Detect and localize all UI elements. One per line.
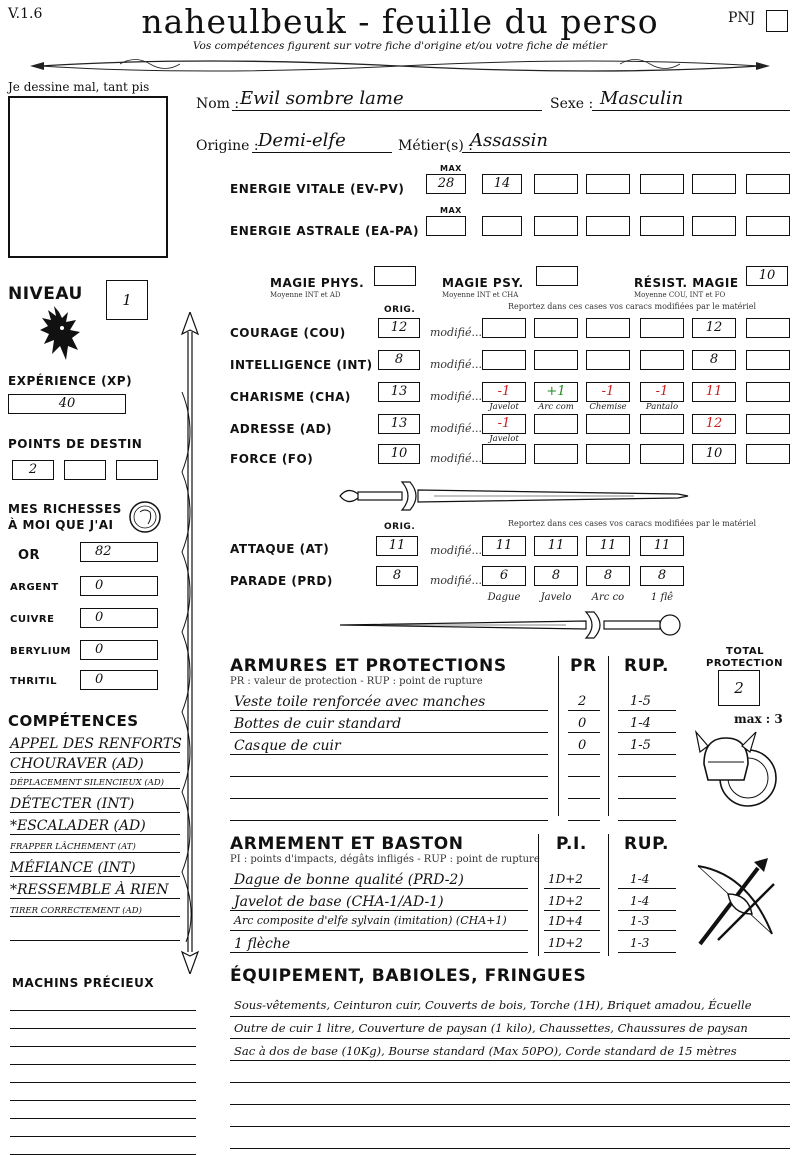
arme-line-3[interactable] xyxy=(230,952,528,953)
richesses-label-1: MES RICHESSES xyxy=(8,502,122,516)
niveau-box[interactable]: 1 xyxy=(106,280,148,320)
armement-rup-label: RUP. xyxy=(624,834,670,854)
spear-illustration xyxy=(176,312,204,974)
stat-mod-0-0[interactable] xyxy=(482,318,526,338)
competence-7: *RESSEMBLE À RIEN xyxy=(10,882,180,899)
stat-mod-4-3[interactable] xyxy=(640,444,684,464)
equip-line-2[interactable] xyxy=(230,1060,790,1061)
armure-pr-1[interactable]: 0 xyxy=(578,716,587,731)
machins-line-0[interactable] xyxy=(10,1010,196,1011)
destin-box-3[interactable] xyxy=(116,460,158,480)
arme-name-0[interactable]: Dague de bonne qualité (PRD-2) xyxy=(234,872,464,888)
competence-5: FRAPPER LÂCHEMENT (AT) xyxy=(10,842,180,853)
competence-1: CHOURAVER (AD) xyxy=(10,756,180,773)
stat-orig-0[interactable]: 12 xyxy=(378,318,420,338)
armure-name-0[interactable]: Veste toile renforcée avec manches xyxy=(234,694,486,710)
richesse-name-1: ARGENT xyxy=(10,582,59,593)
ev-box-4[interactable] xyxy=(586,174,630,194)
stat-mod-3-0[interactable]: -1 xyxy=(482,414,526,434)
stat-mod-1-2[interactable] xyxy=(586,350,630,370)
armure-line-5[interactable] xyxy=(230,820,548,821)
armement-label: ARMEMENT ET BASTON xyxy=(230,834,464,854)
stat-modifie-1: modifié... xyxy=(430,358,482,371)
competence-2: DÉPLACEMENT SILENCIEUX (AD) xyxy=(10,778,180,789)
arme-rup-2[interactable]: 1-3 xyxy=(630,914,650,928)
nom-label: Nom : xyxy=(196,96,240,112)
armure-rup-1[interactable]: 1-4 xyxy=(630,716,651,731)
stat-mod-0-4[interactable]: 12 xyxy=(692,318,736,338)
armor-icon xyxy=(694,724,780,816)
arme-name-3[interactable]: 1 flèche xyxy=(234,936,291,952)
armure-name-1[interactable]: Bottes de cuir standard xyxy=(234,716,402,732)
sword-illustration-2 xyxy=(336,608,686,642)
armure-pr-line-0[interactable] xyxy=(568,710,600,711)
richesse-name-3: BERYLIUM xyxy=(10,646,72,657)
prd-mod-1[interactable]: 8 xyxy=(534,566,578,586)
richesse-name-4: THRITIL xyxy=(10,676,58,687)
stat-mod-4-4[interactable]: 10 xyxy=(692,444,736,464)
armure-line-3[interactable] xyxy=(230,776,548,777)
total-protection-label-2: PROTECTION xyxy=(706,658,783,669)
total-protection-label-1: TOTAL xyxy=(726,646,764,657)
total-protection-box[interactable]: 2 xyxy=(718,670,760,706)
richesse-box-0[interactable]: 82 xyxy=(80,542,158,562)
stat-mod-4-5[interactable] xyxy=(746,444,790,464)
stat-mod-2-4[interactable]: 11 xyxy=(692,382,736,402)
prd-label: PARADE (PRD) xyxy=(230,574,333,588)
armures-rup-label: RUP. xyxy=(624,656,670,676)
arme-pi-1[interactable]: 1D+2 xyxy=(548,894,583,908)
stats-orig-label: ORIG. xyxy=(384,305,416,315)
stat-mod-2-2[interactable]: -1 xyxy=(586,382,630,402)
stat-orig-1[interactable]: 8 xyxy=(378,350,420,370)
stat-mod-3-3[interactable] xyxy=(640,414,684,434)
arme-rup-line-0[interactable] xyxy=(618,888,676,889)
resist-note: Moyenne COU, INT et FO xyxy=(634,291,726,299)
equip-line-6[interactable] xyxy=(230,1148,790,1149)
stat-mod-0-2[interactable] xyxy=(586,318,630,338)
competence-6: MÉFIANCE (INT) xyxy=(10,860,180,877)
ev-max-label: MAX xyxy=(440,164,462,173)
arme-name-1[interactable]: Javelot de base (CHA-1/AD-1) xyxy=(234,894,444,910)
equipement-label: ÉQUIPEMENT, BABIOLES, FRINGUES xyxy=(230,966,587,986)
resist-label: RÉSIST. MAGIE xyxy=(634,276,739,290)
ea-box-1[interactable] xyxy=(426,216,466,236)
stat-note-3-0: Javelot xyxy=(489,434,519,444)
at-mod-0[interactable]: 11 xyxy=(482,536,526,556)
dragon-icon xyxy=(34,304,84,364)
prd-orig-box[interactable]: 8 xyxy=(376,566,418,586)
ea-max-label: MAX xyxy=(440,206,462,215)
armure-rup-line-4[interactable] xyxy=(618,798,676,799)
armure-line-4[interactable] xyxy=(230,798,548,799)
stat-mod-4-2[interactable] xyxy=(586,444,630,464)
xp-label: EXPÉRIENCE (XP) xyxy=(8,374,133,388)
machins-line-6[interactable] xyxy=(10,1118,196,1119)
magie-phys-label: MAGIE PHYS. xyxy=(270,276,365,290)
machins-line-7[interactable] xyxy=(10,1136,196,1137)
stat-mod-1-5[interactable] xyxy=(746,350,790,370)
nom-value[interactable]: Ewil sombre lame xyxy=(240,88,404,109)
page-title: naheulbeuk - feuille du perso xyxy=(141,2,659,41)
stat-note-2-3: Pantalo xyxy=(645,402,679,412)
sexe-label: Sexe : xyxy=(550,96,594,112)
richesse-box-3[interactable]: 0 xyxy=(80,640,158,660)
arme-line-1[interactable] xyxy=(230,910,528,911)
competence-0: APPEL DES RENFORTS xyxy=(10,736,182,752)
equip-text-0[interactable]: Sous-vêtements, Ceinturon cuir, Couverts de bois, Torche (1H), Briquet amadou, Écuelle xyxy=(234,998,752,1012)
magie-psy-note: Moyenne INT et CHA xyxy=(442,291,519,299)
metier-value[interactable]: Assassin xyxy=(470,130,549,151)
machins-line-2[interactable] xyxy=(10,1046,196,1047)
arme-rup-line-2[interactable] xyxy=(618,930,676,931)
stat-label-3: ADRESSE (AD) xyxy=(230,422,333,436)
ea-box-4[interactable] xyxy=(586,216,630,236)
metier-label: Métier(s) : xyxy=(398,138,473,154)
prd-mod-0[interactable]: 6 xyxy=(482,566,526,586)
at-mod-3[interactable]: 11 xyxy=(640,536,684,556)
armure-rup-2[interactable]: 1-5 xyxy=(630,738,651,753)
competence-4: *ESCALADER (AD) xyxy=(10,818,180,835)
armure-pr-2[interactable]: 0 xyxy=(578,738,587,753)
armures-label: ARMURES ET PROTECTIONS xyxy=(230,656,507,676)
competences-label: COMPÉTENCES xyxy=(8,712,139,730)
stat-orig-3[interactable]: 13 xyxy=(378,414,420,434)
armure-rup-line-5[interactable] xyxy=(618,820,676,821)
page-subtitle: Vos compétences figurent sur votre fiche d'origine et/ou votre fiche de métier xyxy=(192,40,608,52)
stat-modifie-0: modifié... xyxy=(430,326,482,339)
machins-label: MACHINS PRÉCIEUX xyxy=(12,976,155,990)
armure-rup-line-2[interactable] xyxy=(618,754,676,755)
weapon-note-1: Javelo xyxy=(540,592,572,603)
magie-phys-note: Moyenne INT et AD xyxy=(270,291,341,299)
stat-mod-3-2[interactable] xyxy=(586,414,630,434)
equip-line-1[interactable] xyxy=(230,1038,790,1039)
richesse-box-1[interactable]: 0 xyxy=(80,576,158,596)
stat-mod-3-4[interactable]: 12 xyxy=(692,414,736,434)
armure-pr-line-1[interactable] xyxy=(568,732,600,733)
stats-report-note: Reportez dans ces cases vos caracs modifiées par le matériel xyxy=(508,302,757,311)
equip-line-4[interactable] xyxy=(230,1104,790,1105)
richesse-name-2: CUIVRE xyxy=(10,614,55,625)
destin-label: POINTS DE DESTIN xyxy=(8,437,143,451)
arme-pi-3[interactable]: 1D+2 xyxy=(548,936,583,950)
sword-illustration xyxy=(334,476,694,516)
stat-mod-1-3[interactable] xyxy=(640,350,684,370)
machins-line-3[interactable] xyxy=(10,1064,196,1065)
stat-note-2-1: Arc com xyxy=(538,402,574,412)
max-protection: max : 3 xyxy=(734,712,783,726)
coin-icon xyxy=(128,500,162,534)
competence-3: DÉTECTER (INT) xyxy=(10,796,180,813)
magie-psy-label: MAGIE PSY. xyxy=(442,276,524,290)
stat-modifie-2: modifié... xyxy=(430,390,482,403)
stat-note-2-0: Javelot xyxy=(489,402,519,412)
arme-pi-2[interactable]: 1D+4 xyxy=(548,914,583,928)
stat-mod-1-1[interactable] xyxy=(534,350,578,370)
stat-orig-4[interactable]: 10 xyxy=(378,444,420,464)
arme-pi-line-3[interactable] xyxy=(544,952,600,953)
ev-box-2[interactable]: 14 xyxy=(482,174,522,194)
stat-mod-2-1[interactable]: +1 xyxy=(534,382,578,402)
armure-rup-0[interactable]: 1-5 xyxy=(630,694,651,709)
at-mod-1[interactable]: 11 xyxy=(534,536,578,556)
pnj-label: PNJ xyxy=(728,10,756,26)
arme-line-2[interactable] xyxy=(230,930,528,931)
stat-note-2-2: Chemise xyxy=(589,402,627,412)
equip-line-0[interactable] xyxy=(230,1016,790,1017)
equip-text-1[interactable]: Outre de cuir 1 litre, Couverture de paysan (1 kilo), Chaussettes, Chaussures de paysan xyxy=(234,1021,748,1035)
armure-line-2[interactable] xyxy=(230,754,548,755)
stat-orig-2[interactable]: 13 xyxy=(378,382,420,402)
ea-box-3[interactable] xyxy=(534,216,578,236)
weapons-icon xyxy=(688,854,784,954)
prd-mod-2[interactable]: 8 xyxy=(586,566,630,586)
arme-pi-line-2[interactable] xyxy=(544,930,600,931)
magie-psy-box[interactable] xyxy=(536,266,578,286)
ea-box-2[interactable] xyxy=(482,216,522,236)
stat-label-1: INTELLIGENCE (INT) xyxy=(230,358,373,372)
xp-box[interactable]: 40 xyxy=(8,394,126,414)
ev-box-6[interactable] xyxy=(692,174,736,194)
armure-pr-line-4[interactable] xyxy=(568,798,600,799)
armure-pr-line-2[interactable] xyxy=(568,754,600,755)
arme-rup-line-1[interactable] xyxy=(618,910,676,911)
portrait-frame[interactable] xyxy=(8,96,168,258)
prd-modifie-label: modifié... xyxy=(430,574,482,587)
armement-pi-label: P.I. xyxy=(556,834,587,854)
ev-box-7[interactable] xyxy=(746,174,790,194)
arme-rup-line-3[interactable] xyxy=(618,952,676,953)
stat-mod-4-0[interactable] xyxy=(482,444,526,464)
ev-box-1[interactable]: 28 xyxy=(426,174,466,194)
armure-rup-line-0[interactable] xyxy=(618,710,676,711)
at-modifie-label: modifié... xyxy=(430,544,482,557)
stat-mod-2-0[interactable]: -1 xyxy=(482,382,526,402)
richesses-label-2: À MOI QUE J'AI xyxy=(8,518,114,532)
ev-label: ENERGIE VITALE (EV-PV) xyxy=(230,182,405,196)
at-mod-2[interactable]: 11 xyxy=(586,536,630,556)
arme-name-2[interactable]: Arc composite d'elfe sylvain (imitation) (CHA+1) xyxy=(234,914,507,927)
weapon-note-3: 1 flê xyxy=(650,592,674,603)
richesse-name-0: OR xyxy=(18,548,41,563)
at-orig-box[interactable]: 11 xyxy=(376,536,418,556)
sexe-value[interactable]: Masculin xyxy=(600,88,684,109)
armure-line-1[interactable] xyxy=(230,732,548,733)
stat-mod-1-0[interactable] xyxy=(482,350,526,370)
stat-mod-0-3[interactable] xyxy=(640,318,684,338)
portrait-label: Je dessine mal, tant pis xyxy=(8,80,150,94)
stat-label-2: CHARISME (CHA) xyxy=(230,390,351,404)
armure-pr-line-5[interactable] xyxy=(568,820,600,821)
destin-box-2[interactable] xyxy=(64,460,106,480)
arme-pi-line-1[interactable] xyxy=(544,910,600,911)
ev-box-3[interactable] xyxy=(534,174,578,194)
ev-box-5[interactable] xyxy=(640,174,684,194)
armure-rup-line-1[interactable] xyxy=(618,732,676,733)
richesse-box-4[interactable]: 0 xyxy=(80,670,158,690)
arme-rup-0[interactable]: 1-4 xyxy=(630,872,650,886)
armure-rup-line-3[interactable] xyxy=(618,776,676,777)
machins-line-5[interactable] xyxy=(10,1100,196,1101)
ea-box-6[interactable] xyxy=(692,216,736,236)
competence-8: TIRER CORRECTEMENT (AD) xyxy=(10,906,180,917)
machins-line-4[interactable] xyxy=(10,1082,196,1083)
resist-box[interactable]: 10 xyxy=(746,266,788,286)
equip-line-3[interactable] xyxy=(230,1082,790,1083)
at-label: ATTAQUE (AT) xyxy=(230,542,330,556)
combat-report-note: Reportez dans ces cases vos caracs modifiées par le matériel xyxy=(508,519,757,528)
weapon-note-0: Dague xyxy=(487,592,521,603)
stat-modifie-3: modifié... xyxy=(430,422,482,435)
armure-name-2[interactable]: Casque de cuir xyxy=(234,738,341,754)
niveau-label: NIVEAU xyxy=(8,284,83,304)
armures-note: PR : valeur de protection - RUP : point de rupture xyxy=(230,676,483,687)
arme-line-0[interactable] xyxy=(230,888,528,889)
stat-mod-0-1[interactable] xyxy=(534,318,578,338)
pnj-checkbox[interactable] xyxy=(766,10,788,32)
armure-line-0[interactable] xyxy=(230,710,548,711)
equip-text-2[interactable]: Sac à dos de base (10Kg), Bourse standard (Max 50PO), Corde standard de 15 mètres xyxy=(234,1044,737,1058)
armement-note: PI : points d'impacts, dégâts infligés - RUP : point de rupture xyxy=(230,854,540,865)
magie-phys-box[interactable] xyxy=(374,266,416,286)
stat-mod-3-5[interactable] xyxy=(746,414,790,434)
armure-pr-line-3[interactable] xyxy=(568,776,600,777)
stat-mod-4-1[interactable] xyxy=(534,444,578,464)
stat-mod-0-5[interactable] xyxy=(746,318,790,338)
richesse-box-2[interactable]: 0 xyxy=(80,608,158,628)
weapon-note-2: Arc co xyxy=(591,592,625,603)
version-label: V.1.6 xyxy=(8,6,43,22)
prd-mod-3[interactable]: 8 xyxy=(640,566,684,586)
ea-box-7[interactable] xyxy=(746,216,790,236)
stat-modifie-4: modifié... xyxy=(430,452,482,465)
arme-pi-line-0[interactable] xyxy=(544,888,600,889)
stat-mod-1-4[interactable]: 8 xyxy=(692,350,736,370)
stat-mod-2-3[interactable]: -1 xyxy=(640,382,684,402)
stat-mod-3-1[interactable] xyxy=(534,414,578,434)
ea-box-5[interactable] xyxy=(640,216,684,236)
combat-orig-label: ORIG. xyxy=(384,522,416,532)
stat-mod-2-5[interactable] xyxy=(746,382,790,402)
origine-label: Origine : xyxy=(196,138,259,154)
origine-value[interactable]: Demi-elfe xyxy=(258,130,346,151)
stat-label-0: COURAGE (COU) xyxy=(230,326,346,340)
arme-rup-3[interactable]: 1-3 xyxy=(630,936,650,950)
machins-line-1[interactable] xyxy=(10,1028,196,1029)
destin-box-1[interactable]: 2 xyxy=(12,460,54,480)
header-flourish xyxy=(0,52,800,80)
arme-rup-1[interactable]: 1-4 xyxy=(630,894,650,908)
stat-label-4: FORCE (FO) xyxy=(230,452,314,466)
arme-pi-0[interactable]: 1D+2 xyxy=(548,872,583,886)
ea-label: ENERGIE ASTRALE (EA-PA) xyxy=(230,224,419,238)
armure-pr-0[interactable]: 2 xyxy=(578,694,587,709)
armures-pr-label: PR xyxy=(570,656,597,676)
equip-line-5[interactable] xyxy=(230,1126,790,1127)
